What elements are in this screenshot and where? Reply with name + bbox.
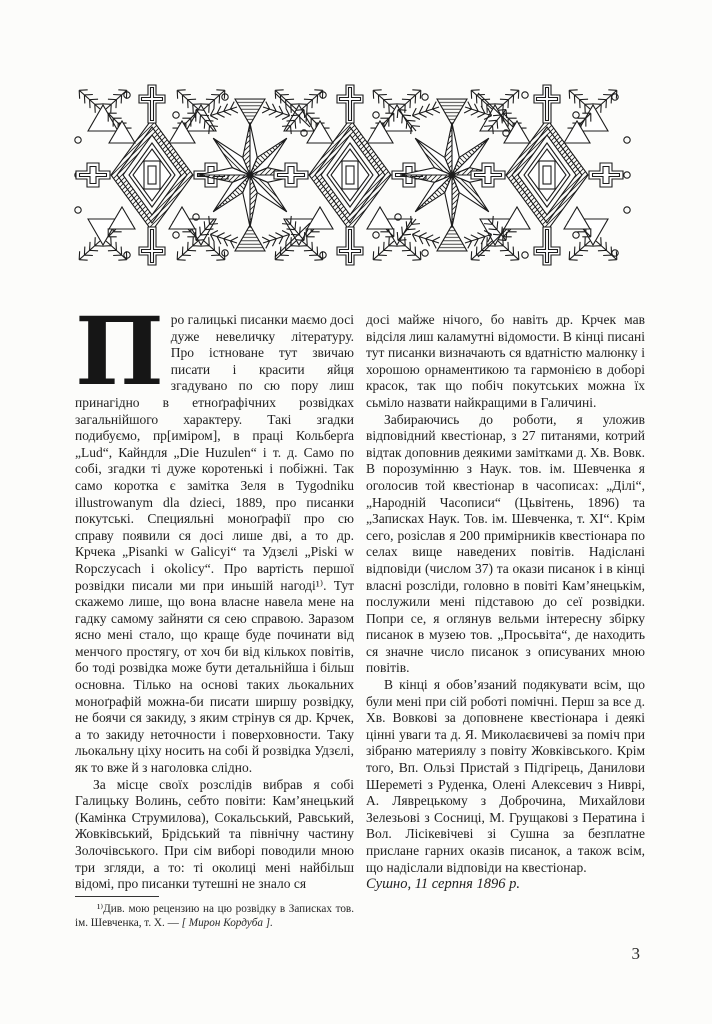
- paragraph: В кінці я обов’язаний подякувати всім, що були мені при сій роботі помічні. Перш за все д. Хв. Вовкові за доповнене квестіонара і деякі цінні уваги та д. Я. Миколаєвичеві за поміч при зібраню материялу з повіту Жовківського. Крім того, Вп. Ользі Пристай з Підгірець, Данилови Шереметі з Руденка, Олені Алексевич з Ниврі, А. Ляврецькому з Доброчина, Михайлови Зелезьові з Сосниці, М. Грущакові з Ператина і Вол. Лісікевічеві зі Сушна за безплатне прислане гарних оказів писанок, а також всім, що надіслали відповіди на квестіонар.: [366, 677, 645, 875]
- page-number: 3: [631, 944, 640, 963]
- paragraph-text: ро галицькі писанки маємо досі дуже невеличку літературу. Про істноване тут звичаю писати і красити яйця згадувано по сю пору лиш принагідно в етноґрафічних розвідках загальнійшого характеру. Такі згадки подибуємо, пр[иміром], в праці Кольберґа „Lud“, Кайндля „Die Huzulen“ і т. д. Само по собі, згадки ті дуже коротенькі і побіжні. Так само коротка є замітка Зеля в Tygodniku illustrowanym dla dzieci, 1889, про писанки покутські. Специяльні моноґрафії про сю справу появили ся досі лише дві, а то др. Крчека „Pisanki w Galicyi“ та Удзєлі „Piski w Ropczycach i okolicy“. Про вартість першої розвідки писали ми при иньшій нагоді¹⁾. Тут скажемо лише, що вона власне навела мене на гадку самому зайняти ся сею справою. Заразом ясно мені стало, що краще буде починати від менчого простягу, от хоч би від кількох повітів, бо тоді розвідка може бути детальнійша і більш основна. Тілько на основі таких льокальних моноґрафій можна-би писати ширшу розвідку, не боячи ся закиду, з яким стрінув ся др. Крчек, а то закиду неточности і поверховности. Таку льокальну ціху носить на собі й розвідка Удзєлі, як то вже й з наголовка слідно.: [75, 312, 354, 776]
- article-body: [75, 297, 645, 934]
- footnote: [75, 902, 354, 930]
- footnote-text: ¹⁾Див. мою рецензию на цю розвідку в Записках тов. ім. Шевченка, т. X. —: [75, 903, 354, 929]
- paragraph: Забираючись до роботи, я уложив відповідний квестіонар, з 27 питанями, котрий відтак доповнив деякими замітками д. Хв. Вовк. В порозумінню з Наук. тов. ім. Шевченка я оголосив той квестіонар в часописах: „Ділі“, „Народній Часописи“ (Цьвітень, 1896) та „Записках Наук. Тов. ім. Шевченка, т. XI“. Крім сего, розіслав я 200 примірників квестіонара по селах вище наведених повітів. Надіслані відповіди (числом 37) та окази писанок і в кінці власні розсліди, головно в повіті Кам’янецькім, послужили мені підставою до сеї розвідки. Попри се, я оглянув вельми інтересну збірку писанок в музею тов. „Просьвіта“, де находить ся значне число писанок з описуваних мною повітів.: [366, 411, 645, 676]
- paragraph-opening: [75, 297, 354, 777]
- column-right: [366, 312, 645, 934]
- pysanka-folk-band-icon: [70, 84, 635, 266]
- drop-cap: П: [75, 297, 164, 407]
- column-left: [75, 297, 354, 934]
- footnote-rule: [75, 896, 159, 897]
- dateline: Сушно, 11 серпня 1896 р.: [366, 876, 521, 893]
- paragraph: досі майже нічого, бо навіть др. Крчек мав відсіля лиш каламутні відомости. В кінці писані тут писанки визначають ся вдатністю малюнку і хорошою орнаментикою та гармонією в доборі красок, так що побіч покутських можна їх сьміло назвати найкращими в Галичині.: [366, 312, 645, 410]
- footnote-attribution: [ Мирон Кордуба ].: [181, 917, 273, 929]
- header-ornament: [70, 84, 635, 266]
- paragraph: За місце своїх розслідів вибрав я собі Галицьку Волинь, себто повіти: Кам’янецький (Камінка Струмилова), Сокальський, Равський, Жовківський, Брідський та північну частину Золочівського. При сім виборі поводили мною три згляди, а то: ті околиці мені найбільш відомі, про писанки тутешні не знало ся: [75, 776, 354, 892]
- footnote-block: [75, 896, 354, 930]
